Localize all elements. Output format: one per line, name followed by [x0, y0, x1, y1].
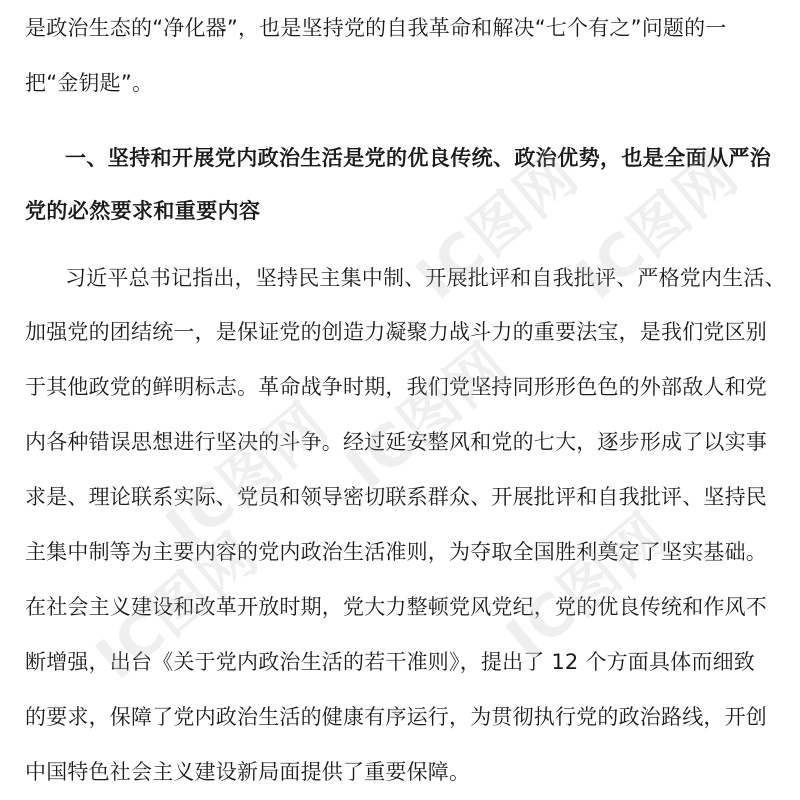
paragraph-line: 于其他政党的鲜明标志。革命战争时期，我们党坚持同形形色色的外部敌人和党: [25, 375, 767, 399]
section-heading: 一、坚持和开展党内政治生活是党的优良传统、政治优势，也是全面从严治: [65, 146, 772, 170]
paragraph-line: 主集中制等为主要内容的党内政治生活准则，为夺取全国胜利奠定了坚实基础。: [25, 540, 767, 564]
watermark-logo: IC图网: [403, 139, 592, 313]
paragraph-line: 中国特色社会主义建设新局面提供了重要保障。: [25, 760, 471, 784]
paragraph-line: 加强党的团结统一，是保证党的创造力凝聚力战斗力的重要法宝，是我们党区别: [25, 320, 767, 344]
watermark-logo: IC图网: [153, 389, 342, 563]
paragraph-line: 的要求，保障了党内政治生活的健康有序运行，为贯彻执行党的政治路线，开创: [25, 705, 767, 729]
paragraph-line: 内各种错误思想进行坚决的斗争。经过延安整风和党的七大，逐步形成了以实事: [25, 430, 767, 454]
section-heading-continuation: 党的必然要求和重要内容: [25, 199, 261, 223]
watermark-logo: IC图网: [493, 499, 682, 673]
watermark-logo: IC图网: [83, 519, 272, 693]
text-line: 把“金钥匙”。: [25, 71, 154, 95]
watermark-logo: IC图网: [333, 329, 522, 503]
paragraph-line: 在社会主义建设和改革开放时期，党大力整顿党风党纪，党的优良传统和作风不: [25, 595, 767, 619]
watermark-logo: IC图网: [563, 139, 752, 313]
paragraph-line: 断增强，出台《关于党内政治生活的若干准则》，提出了 12 个方面具体而细致: [25, 650, 755, 674]
paragraph-line: 求是、理论联系实际、党员和领导密切联系群众、开展批评和自我批评、坚持民: [25, 485, 767, 509]
text-line: 是政治生态的“净化器”，也是坚持党的自我革命和解决“七个有之”问题的一: [25, 16, 727, 40]
paragraph-line: 习近平总书记指出，坚持民主集中制、开展批评和自我批评、严格党内生活、: [65, 266, 786, 290]
